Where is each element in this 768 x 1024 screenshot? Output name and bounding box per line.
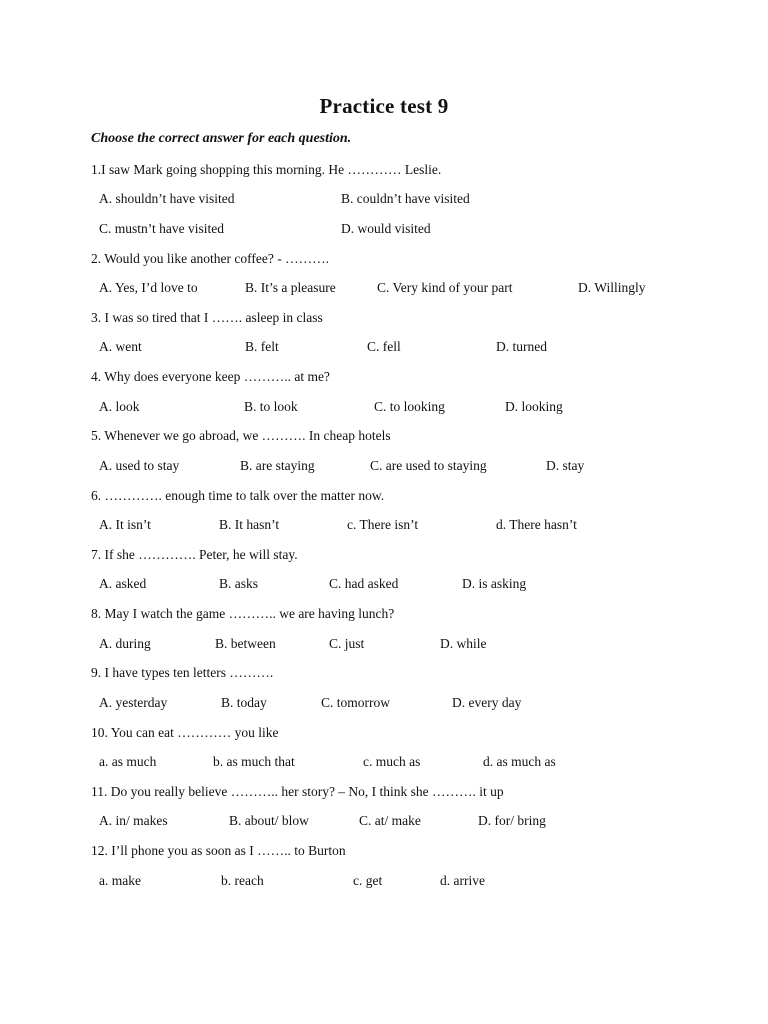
q7-option-a: A. asked [99,576,147,591]
q8-option-c: C. just [329,636,365,651]
question-2: 2. Would you like another coffee? - ………. [91,251,329,266]
question-8: 8. May I watch the game ……….. we are having lunch? [91,606,395,621]
q6-option-d: d. There hasn’t [496,517,577,532]
q4-option-c: C. to looking [374,399,445,414]
q10-option-d: d. as much as [483,754,556,769]
q6-option-a: A. It isn’t [99,517,151,532]
page-title: Practice test 9 [319,94,449,118]
q11-option-c: C. at/ make [359,813,421,828]
q9-option-a: A. yesterday [99,695,168,710]
q12-option-b: b. reach [221,873,264,888]
q7-option-c: C. had asked [329,576,399,591]
q10-option-b: b. as much that [213,754,295,769]
q1-option-b: B. couldn’t have visited [341,191,470,206]
q1-option-a: A. shouldn’t have visited [99,191,235,206]
question-11: 11. Do you really believe ……….. her story? – No, I think she ………. it up [91,784,504,799]
q8-option-b: B. between [215,636,276,651]
q4-option-a: A. look [99,399,140,414]
q11-option-b: B. about/ blow [229,813,309,828]
q12-option-a: a. make [99,873,141,888]
question-10: 10. You can eat ………… you like [91,725,279,740]
question-12: 12. I’ll phone you as soon as I …….. to Burton [91,843,346,858]
q12-option-d: d. arrive [440,873,485,888]
q2-option-a: A. Yes, I’d love to [99,280,198,295]
q10-option-a: a. as much [99,754,157,769]
question-4: 4. Why does everyone keep ……….. at me? [91,369,330,384]
q12-option-c: c. get [353,873,383,888]
q2-option-b: B. It’s a pleasure [245,280,336,295]
q3-option-a: A. went [99,339,142,354]
question-9: 9. I have types ten letters ………. [91,665,274,680]
q1-option-c: C. mustn’t have visited [99,221,224,236]
q7-option-b: B. asks [219,576,259,591]
q9-option-c: C. tomorrow [321,695,390,710]
question-7: 7. If she …………. Peter, he will stay. [91,547,298,562]
q7-option-d: D. is asking [462,576,527,591]
question-5: 5. Whenever we go abroad, we ………. In cheap hotels [91,428,391,443]
q5-option-d: D. stay [546,458,585,473]
q11-option-d: D. for/ bring [478,813,546,828]
question-6: 6. …………. enough time to talk over the matter now. [91,488,385,503]
q3-option-b: B. felt [245,339,279,354]
q8-option-d: D. while [440,636,487,651]
question-1: 1.I saw Mark going shopping this morning. He ………… Leslie. [91,162,442,177]
q10-option-c: c. much as [363,754,421,769]
q11-option-a: A. in/ makes [99,813,168,828]
q9-option-d: D. every day [452,695,522,710]
q4-option-d: D. looking [505,399,563,414]
question-3: 3. I was so tired that I ……. asleep in class [91,310,323,325]
q5-option-b: B. are staying [240,458,315,473]
q3-option-d: D. turned [496,339,547,354]
q2-option-c: C. Very kind of your part [377,280,513,295]
q6-option-b: B. It hasn’t [219,517,280,532]
q3-option-c: C. fell [367,339,401,354]
q5-option-a: A. used to stay [99,458,180,473]
q6-option-c: c. There isn’t [347,517,419,532]
q4-option-b: B. to look [244,399,298,414]
q1-option-d: D. would visited [341,221,431,236]
q5-option-c: C. are used to staying [370,458,487,473]
instruction-text: Choose the correct answer for each question. [91,131,352,146]
q8-option-a: A. during [99,636,151,651]
q2-option-d: D. Willingly [578,280,646,295]
q9-option-b: B. today [221,695,267,710]
